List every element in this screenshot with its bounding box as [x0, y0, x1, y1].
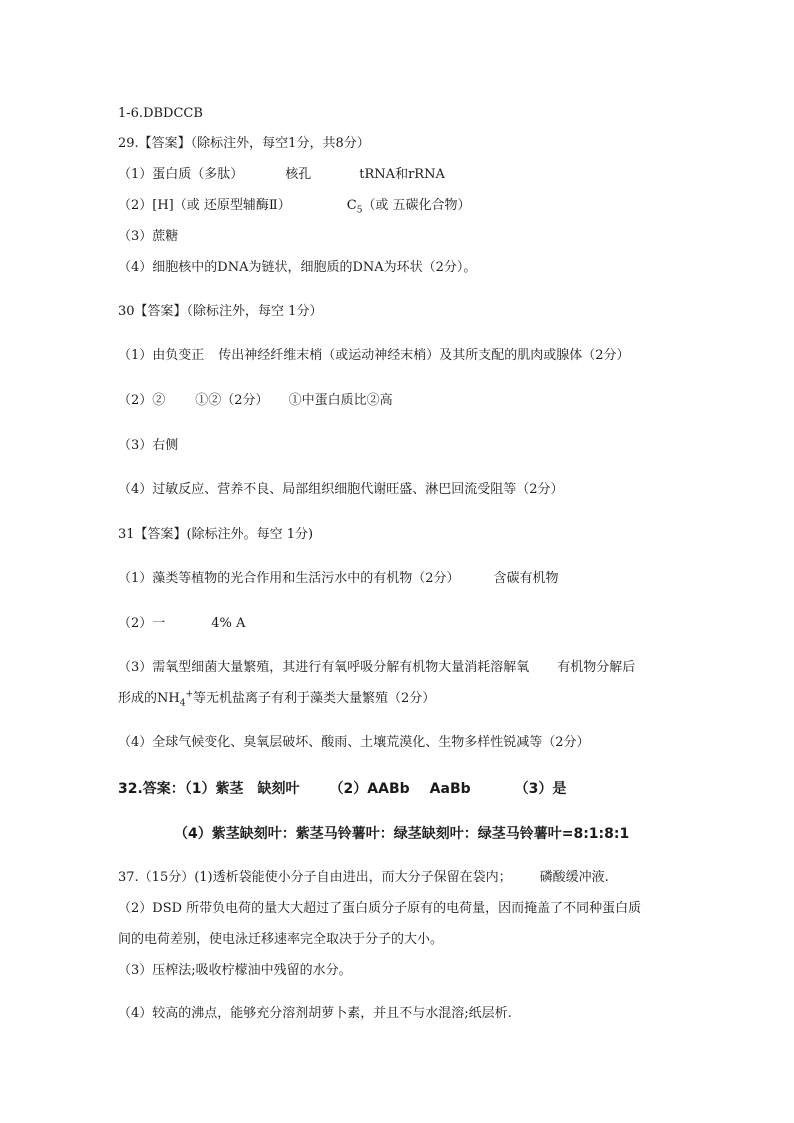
q29-part4: （4）细胞核中的DNA为链状，细胞质的DNA为环状（2分）。 — [118, 260, 477, 275]
q29-2-answer-a: （2）[H]（或 还原型辅酶Ⅱ） — [118, 198, 291, 213]
q31-part3-line1 — [118, 660, 635, 676]
q37-part1 — [118, 870, 609, 886]
q30-2-answer-c: ①中蛋白质比②高 — [288, 393, 393, 408]
q30-part4: （4）过敏反应、营养不良、局部组织细胞代谢旺盛、淋巴回流受阻等（2分） — [118, 482, 564, 497]
q37-1-answer-b: 磷酸缓冲液. — [539, 870, 609, 885]
q31-part4: （4）全球气候变化、臭氧层破坏、酸雨、土壤荒漠化、生物多样性锐减等（2分） — [118, 735, 590, 750]
q30-part2 — [118, 393, 393, 409]
q30-header: 30【答案】（除标注外，每空 1分） — [118, 304, 323, 319]
q31-part1 — [118, 571, 559, 587]
q31-header: 31【答案】(除标注外。每空 1分) — [118, 527, 314, 542]
nh4-text — [118, 689, 193, 709]
q37-1-answer-a: 37.（15分）(1)透析袋能使小分子自由进出，而大分子保留在袋内； — [118, 870, 512, 885]
q31-2-answer-b: 4% A — [211, 616, 246, 631]
q30-2-answer-a: （2）② — [118, 393, 166, 408]
q32-answer-e: （3）是 — [514, 781, 567, 797]
q30-part1 — [118, 348, 630, 364]
q29-part3: （3）蔗糖 — [118, 229, 179, 244]
q32-answer-a: 32.答案：（1）紫茎 — [118, 781, 244, 797]
q29-part1 — [118, 167, 445, 183]
q32-line2: （4）紫茎缺刻叶：紫茎马铃薯叶：绿茎缺刻叶：绿茎马铃薯叶=8:1:8:1 — [174, 826, 630, 842]
q29-1-answer-a: （1）蛋白质（多肽） — [118, 167, 244, 182]
q31-2-answer-a: （2）一 — [118, 616, 166, 631]
c5-note: （或 五碳化合物） — [362, 198, 471, 213]
q37-part3: （3）压榨法;吸收柠檬油中残留的水分。 — [118, 963, 352, 978]
q30-1-answer-a: （1）由负变正 — [118, 348, 205, 363]
answer-line-1-6: 1-6.DBDCCB — [118, 106, 203, 121]
q37-part2-line1: （2）DSD 所带负电荷的量大大超过了蛋白质分子原有的电荷量，因而掩盖了不同种蛋白质 — [118, 901, 642, 916]
q31-3-answer-a: （3）需氧型细菌大量繁殖，其进行有氧呼吸分解有机物大量消耗溶解氧 — [118, 660, 530, 675]
q29-2-answer-b — [346, 198, 471, 216]
q29-1-answer-c: tRNA和rRNA — [359, 167, 445, 182]
q30-2-answer-b: ①②（2分） — [195, 393, 269, 408]
c5-subscript: 5 — [356, 205, 363, 216]
q32-line1 — [118, 781, 566, 797]
q29-part2 — [118, 198, 471, 214]
q31-1-answer-a: （1）藻类等植物的光合作用和生活污水中的有机物（2分） — [118, 571, 460, 586]
q31-3-answer-b: 有机物分解后 — [557, 660, 636, 675]
c5-symbol: C — [346, 198, 357, 213]
q29-1-answer-b: 核孔 — [285, 167, 312, 182]
q30-1-answer-b: 传出神经纤维末梢（或运动神经末梢）及其所支配的肌肉或腺体（2分） — [218, 348, 630, 363]
q32-answer-b: 缺刻叶 — [257, 781, 300, 797]
q31-part3-line2 — [118, 691, 435, 707]
q30-part3: （3）右侧 — [118, 438, 179, 453]
nh4-superscript: + — [185, 689, 193, 700]
q31-part2 — [118, 616, 245, 632]
q37-part2-line2: 间的电荷差别，使电泳迁移速率完全取决于分子的大小。 — [118, 932, 444, 947]
nh4-prefix: 形成的NH — [118, 691, 180, 706]
nh4-rest: 等无机盐离子有利于藻类大量繁殖（2分） — [193, 691, 436, 706]
q31-1-answer-b: 含碳有机物 — [493, 571, 559, 586]
q32-answer-d: AaBb — [429, 781, 471, 797]
q32-answer-c: （2）AABb — [329, 781, 410, 797]
nh4-subscript: 4 — [179, 698, 186, 709]
q29-header: 29.【答案】（除标注外，每空1分，共8分） — [118, 136, 370, 151]
q37-part4: （4）较高的沸点，能够充分溶剂胡萝卜素，并且不与水混溶;纸层析. — [118, 1006, 512, 1021]
